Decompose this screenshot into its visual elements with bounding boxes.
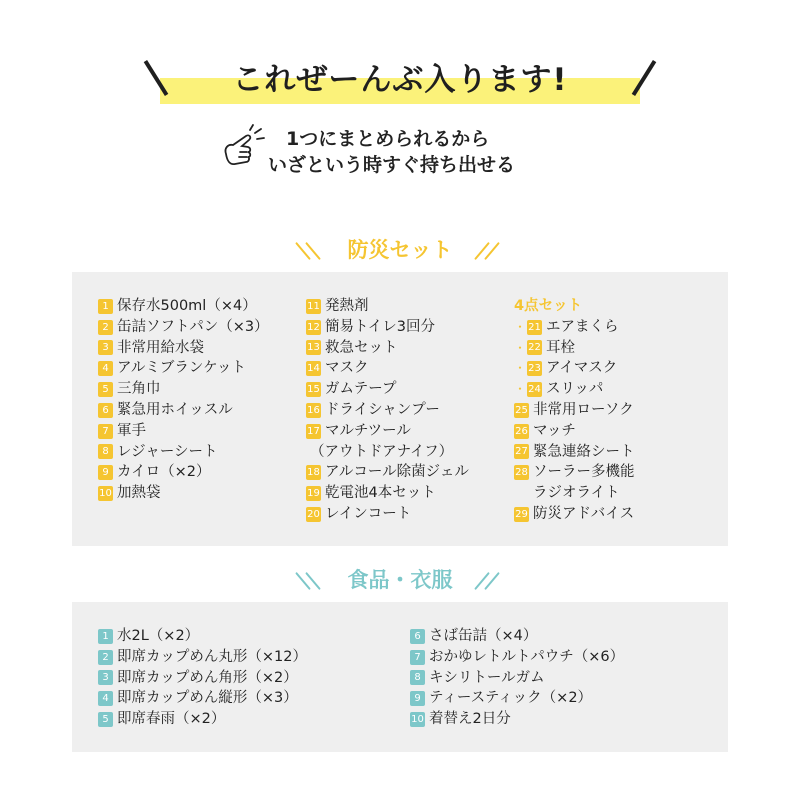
list-item (98, 338, 269, 359)
item-label: 非常用給水袋 (117, 339, 204, 356)
list-item (306, 317, 469, 338)
item-label: アルミブランケット (117, 360, 246, 377)
list-item (514, 504, 635, 525)
item-number: 25 (515, 404, 528, 416)
list-item (410, 668, 624, 689)
item-label: ラジオライト (533, 485, 620, 502)
list-item (306, 400, 469, 421)
item-label: 発熱剤 (325, 298, 369, 314)
list-item (98, 462, 269, 483)
four-piece-set-heading: 4点セット (514, 298, 583, 314)
stripes-right-icon (475, 240, 505, 260)
item-number: 10 (99, 488, 112, 500)
list-item (98, 709, 307, 730)
list-item (410, 709, 624, 730)
list-item (410, 626, 624, 647)
section-title-bousai (0, 234, 800, 264)
item-label: キシリトールガム (429, 669, 545, 686)
headline-title: これぜーんぶ入ります! (232, 62, 568, 98)
subtitle (268, 126, 568, 178)
item-label: 救急セット (325, 339, 398, 356)
item-number: 29 (515, 508, 528, 520)
list-item (514, 442, 635, 463)
bousai-col-3 (514, 296, 635, 525)
item-number: 9 (98, 465, 113, 480)
item-number: 5 (98, 712, 113, 727)
item-label: 非常用ローソク (533, 401, 634, 418)
list-item (514, 358, 635, 379)
list-item (514, 421, 635, 442)
item-number: 7 (98, 424, 113, 439)
item-label: 加熱袋 (117, 485, 161, 502)
section-title-food-clothes (0, 564, 800, 594)
item-label: 乾電池4本セット (325, 485, 436, 502)
item-label: 即席カップめん角形（×2） (117, 669, 298, 686)
list-item (514, 462, 635, 483)
item-label: ソーラー多機能 (533, 464, 635, 481)
item-number: 24 (528, 384, 541, 396)
bullet-icon: ・ (514, 382, 527, 397)
list-item (98, 442, 269, 463)
food-col-1 (98, 626, 307, 730)
item-label: 緊急用ホイッスル (117, 401, 233, 418)
subtitle-line-2: いざという時すぐ持ち出せる (268, 154, 516, 176)
item-label: レインコート (325, 505, 412, 522)
list-item (98, 317, 269, 338)
list-item (306, 504, 469, 525)
list-item (306, 462, 469, 483)
bullet-icon: ・ (514, 361, 527, 376)
list-item (410, 647, 624, 668)
item-label: 軍手 (117, 422, 146, 439)
item-number: 28 (515, 467, 528, 479)
item-label: ティースティック（×2） (429, 690, 593, 707)
item-number: 12 (307, 321, 320, 333)
stripes-left-icon (296, 570, 326, 590)
item-number: 9 (410, 691, 425, 706)
item-label: アルコール除菌ジェル (325, 464, 469, 481)
item-number: 26 (515, 425, 528, 437)
list-item (98, 668, 307, 689)
list-item-continuation (306, 442, 469, 463)
stripes-right-icon (475, 570, 505, 590)
list-item (306, 358, 469, 379)
item-label: ドライシャンプー (325, 401, 440, 418)
item-number: 13 (307, 342, 320, 354)
list-item (98, 379, 269, 400)
subtitle-line-1: 1つにまとめられるから (286, 128, 490, 150)
food-col-2 (410, 626, 624, 730)
item-number: 15 (307, 384, 320, 396)
list-item (306, 338, 469, 359)
section-title-text: 食品・衣服 (347, 568, 453, 592)
item-label: 水2L（×2） (117, 628, 200, 644)
item-number: 8 (410, 670, 425, 685)
item-number: 7 (410, 650, 425, 665)
item-number: 21 (528, 321, 541, 333)
item-label: 即席カップめん丸形（×12） (117, 648, 307, 665)
item-number: 16 (307, 404, 320, 416)
item-number: 2 (98, 650, 113, 665)
item-label: 緊急連絡シート (533, 443, 635, 460)
item-label: さば缶詰（×4） (429, 628, 538, 644)
list-item (514, 379, 635, 400)
list-item (98, 400, 269, 421)
item-label: 缶詰ソフトパン（×3） (117, 318, 269, 335)
item-label: ガムテープ (325, 381, 397, 398)
bousai-set-panel (72, 272, 728, 546)
list-item (410, 688, 624, 709)
bullet-icon: ・ (514, 340, 527, 355)
item-label: 即席春雨（×2） (117, 711, 226, 728)
bullet-icon: ・ (514, 319, 527, 334)
item-number: 3 (98, 670, 113, 685)
item-label: 着替え2日分 (429, 711, 511, 728)
item-label: レジャーシート (117, 443, 218, 460)
list-item (98, 688, 307, 709)
list-item (306, 421, 469, 442)
item-number: 20 (307, 508, 320, 520)
item-number: 1 (98, 629, 113, 644)
list-item (514, 338, 635, 359)
item-label: 三角巾 (117, 381, 161, 398)
item-label: 即席カップめん縦形（×3） (117, 690, 298, 707)
list-item (98, 647, 307, 668)
item-label: （アウトドアナイフ） (310, 443, 454, 460)
list-item (98, 296, 269, 317)
item-number: 10 (411, 714, 424, 726)
item-number: 4 (98, 691, 113, 706)
item-label: マルチツール (325, 422, 411, 439)
list-item-continuation (514, 483, 635, 504)
item-label: アイマスク (546, 360, 618, 377)
list-item (98, 358, 269, 379)
item-label: おかゆレトルトパウチ（×6） (429, 648, 625, 665)
item-label: 耳栓 (546, 339, 576, 356)
item-label: 簡易トイレ3回分 (325, 318, 435, 335)
list-item (98, 483, 269, 504)
item-number: 3 (98, 340, 113, 355)
item-number: 23 (528, 363, 541, 375)
item-label: マスク (325, 360, 369, 377)
item-label: エアまくら (546, 318, 619, 335)
list-item (306, 296, 469, 317)
bousai-col-1 (98, 296, 269, 504)
item-label: 保存水500ml（×4） (117, 298, 257, 314)
list-item (306, 483, 469, 504)
item-number: 6 (410, 629, 425, 644)
bousai-col-2 (306, 296, 469, 525)
list-item (306, 379, 469, 400)
item-number: 11 (307, 300, 320, 312)
food-clothes-panel (72, 602, 728, 752)
list-item (514, 317, 635, 338)
list-item (514, 400, 635, 421)
item-number: 19 (307, 488, 320, 500)
section-title-text: 防災セット (347, 238, 453, 262)
item-number: 2 (98, 320, 113, 335)
item-number: 14 (307, 363, 320, 375)
item-label: マッチ (533, 422, 576, 439)
item-number: 17 (307, 425, 320, 437)
item-number: 5 (98, 382, 113, 397)
item-label: スリッパ (546, 381, 604, 398)
item-number: 1 (98, 299, 113, 314)
headline-banner (128, 48, 672, 106)
item-number: 4 (98, 361, 113, 376)
list-item (98, 626, 307, 647)
pointing-hand-icon (218, 124, 268, 174)
item-label: 防災アドバイス (533, 505, 635, 522)
item-label: カイロ（×2） (117, 464, 211, 481)
item-number: 22 (528, 342, 541, 354)
list-item (98, 421, 269, 442)
item-number: 18 (307, 467, 320, 479)
stripes-left-icon (296, 240, 326, 260)
item-number: 6 (98, 403, 113, 418)
item-number: 8 (98, 444, 113, 459)
item-number: 27 (515, 446, 528, 458)
